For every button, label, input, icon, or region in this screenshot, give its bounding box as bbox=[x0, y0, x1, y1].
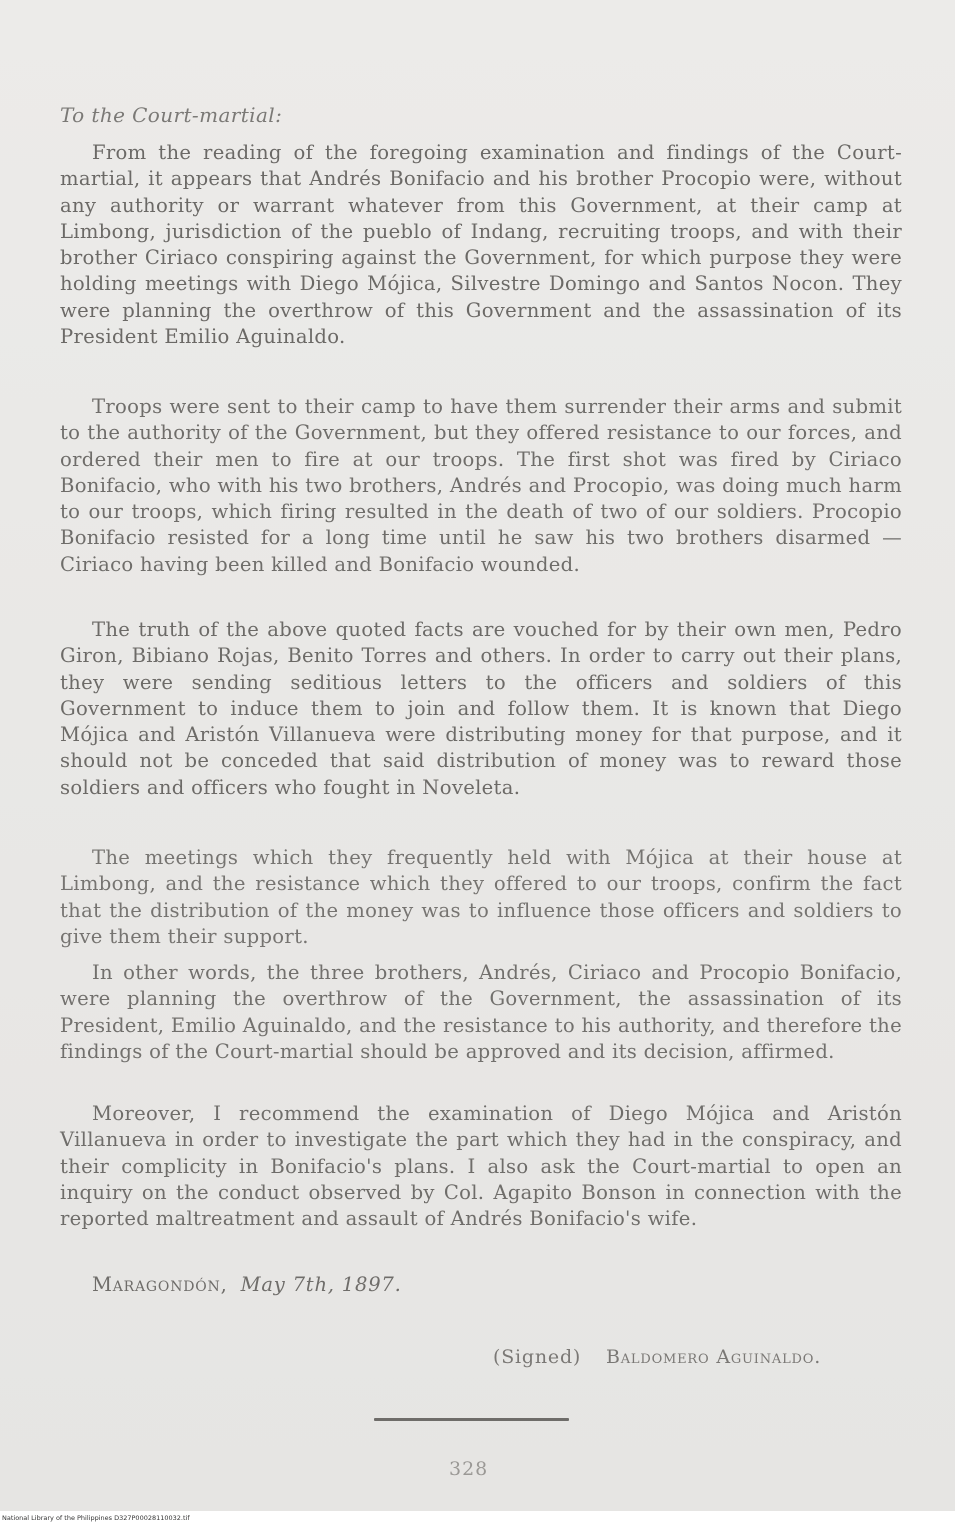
dateline-date: May 7th, 1897. bbox=[240, 1273, 402, 1296]
paragraph-4: The meetings which they frequently held with Mójica at their house at Limbong, and the resistance which they offered to our troops, confirm the fact that the distribution of the money was to influence those officers and soldiers to give them their support. bbox=[60, 846, 902, 948]
page-number: 328 bbox=[449, 1458, 489, 1480]
signature-block bbox=[493, 1346, 821, 1368]
paragraph-5: In other words, the three brothers, Andrés, Ciriaco and Procopio Bonifacio, were planning the overthrow of the Government, the assassination of its President, Emilio Aguinaldo, and the resistance to his authority, and therefore the findings of the Court-martial should be approved and its decision, affirmed. bbox=[60, 961, 902, 1063]
paragraph-2: Troops were sent to their camp to have them surrender their arms and submit to the authority of the Government, but they offered resistance to our forces, and ordered their men to fire at our troops. The first shot was fired by Ciriaco Bonifacio, who with his two brothers, Andrés and Procopio, was doing much harm to our troops, which firing resulted in the death of two of our soldiers. Procopio Bonifacio resisted for a long time until he saw his two brothers disarmed — Ciriaco having been killed and Bonifacio wounded. bbox=[60, 395, 902, 576]
dateline-place: Maragondón, bbox=[92, 1273, 228, 1296]
divider-rule bbox=[374, 1418, 569, 1421]
dateline bbox=[92, 1273, 402, 1296]
paragraph-6: Moreover, I recommend the examination of Diego Mójica and Aristón Villanueva in order to investigate the part which they had in the conspiracy, and their complicity in Bonifacio's plans. I also ask the Court-martial to open an inquiry on the conduct observed by Col. Agapito Bonson in connection with the reported maltreatment and assault of Andrés Bonifacio's wife. bbox=[60, 1102, 902, 1231]
paragraph-3: The truth of the above quoted facts are vouched for by their own men, Pedro Giron, Bibiano Rojas, Benito Torres and others. In order to carry out their plans, they were sending seditious letters to the officers and soldiers of this Government to induce them to join and follow them. It is known that Diego Mójica and Aristón Villanueva were distributing money for that purpose, and it should not be conceded that said distribution of money was to reward those soldiers and officers who fought in Noveleta. bbox=[60, 618, 902, 799]
paragraph-1: From the reading of the foregoing examination and findings of the Court-martial, it appears that Andrés Bonifacio and his brother Procopio were, without any authority or warrant whatever from this Government, at their camp at Limbong, jurisdiction of the pueblo of Indang, recruiting troops, and with their brother Ciriaco conspiring against the Government, for which purpose they were holding meetings with Diego Mójica, Silvestre Domingo and Santos Nocon. They were planning the overthrow of this Government and the assassination of its President Emilio Aguinaldo. bbox=[60, 141, 902, 349]
signed-label: (Signed) bbox=[493, 1346, 582, 1368]
salutation: To the Court-martial: bbox=[60, 103, 283, 127]
scan-footer-text: National Library of the Philippines D327P00028110032.tif bbox=[2, 1514, 190, 1522]
signatory-name: Baldomero Aguinaldo. bbox=[605, 1346, 822, 1368]
